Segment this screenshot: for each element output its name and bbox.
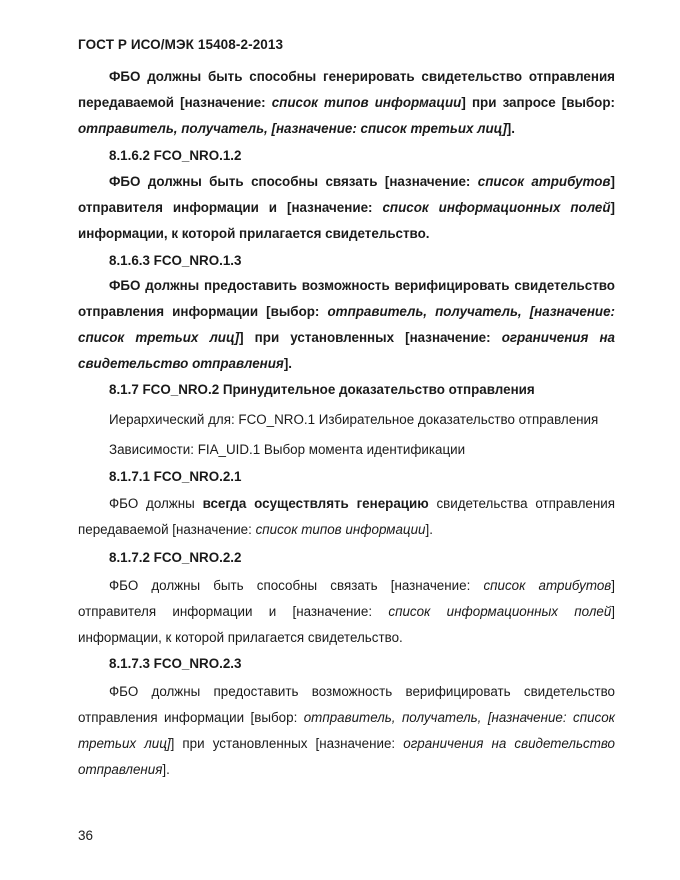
page-number: 36 [78,828,94,843]
hierarchy-line: Иерархический для: FCO_NRO.1 Избирательное доказательство отправления [109,412,599,427]
section-heading-8-1-7-3: 8.1.7.3 FCO_NRO.2.3 [109,656,242,671]
paragraph-fco-nro-1-2: ФБО должны быть способны связать [назначение: список атрибутов] отправителя информации и [назначение: список информационных полей] информации, к которой прилагается свидетельство. [78,174,615,241]
paragraph-fco-nro-2-2: ФБО должны быть способны связать [назначение: список атрибутов] отправителя информации и [назначение: список информационных полей] информации, к которой прилагается свидетельство. [78,578,616,645]
paragraph-fco-nro-1-1: ФБО должны быть способны генерировать свидетельство отправления передаваемой [назначение: список типов информации] при запросе [выбор: отправитель, получатель, [назначение: список третьих лиц]]. [78,69,615,136]
section-heading-8-1-7-2: 8.1.7.2 FCO_NRO.2.2 [109,550,242,565]
section-heading-8-1-6-3: 8.1.6.3 FCO_NRO.1.3 [109,253,242,268]
section-heading-8-1-7: 8.1.7 FCO_NRO.2 Принудительное доказательство отправления [109,382,535,397]
paragraph-fco-nro-1-3: ФБО должны предоставить возможность верифицировать свидетельство отправления информации [выбор: отправитель, получатель, [назначение: список третьих лиц]] при установленных [назначение: ограничения на свидетельство отправления]. [78,278,615,371]
paragraph-fco-nro-2-3: ФБО должны предоставить возможность верифицировать свидетельство отправления информации [выбор: отправитель, получатель, [назначение: список третьих лиц]] при установленных [назначение: ограничения на свидетельство отправления]. [78,684,615,777]
document-header: ГОСТ Р ИСО/МЭК 15408-2-2013 [78,37,284,52]
section-heading-8-1-7-1: 8.1.7.1 FCO_NRO.2.1 [109,469,242,484]
dependencies-line: Зависимости: FIA_UID.1 Выбор момента идентификации [109,442,466,457]
paragraph-fco-nro-2-1: ФБО должны всегда осуществлять генерацию свидетельства отправления передаваемой [назначение: список типов информации]. [78,496,615,537]
section-heading-8-1-6-2: 8.1.6.2 FCO_NRO.1.2 [109,148,242,163]
